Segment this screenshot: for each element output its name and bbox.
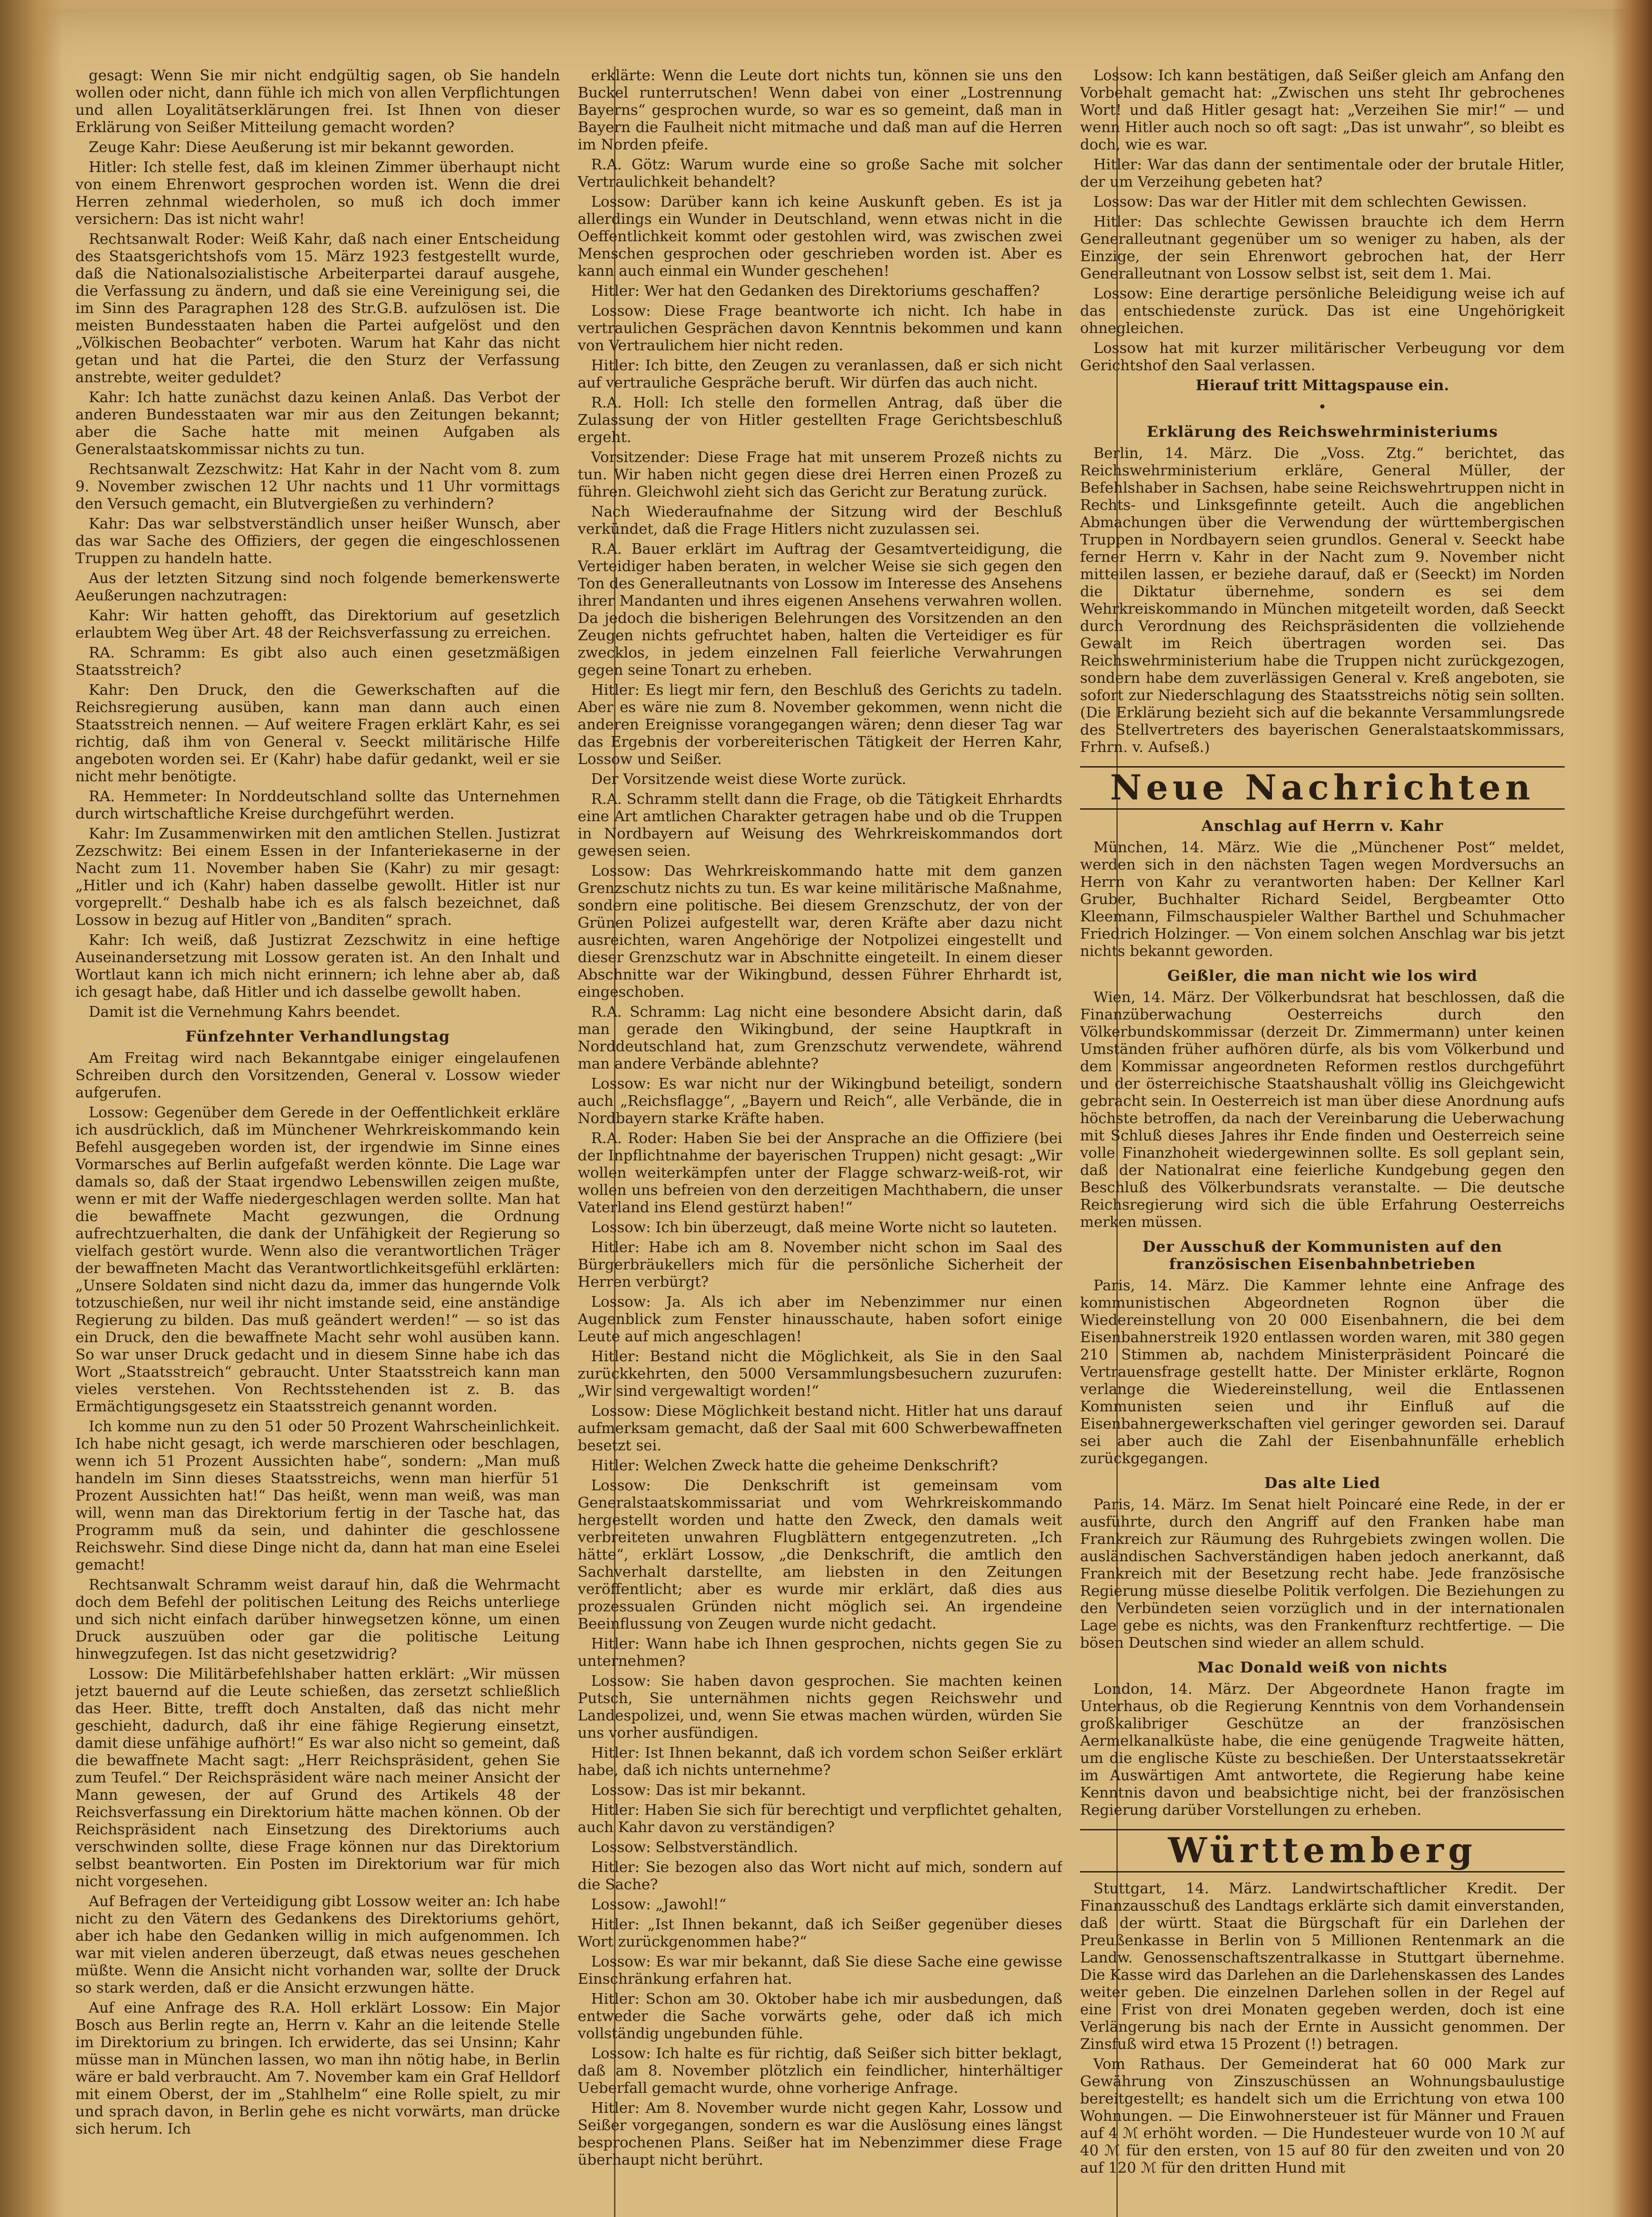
paragraph: Hitler: Am 8. November wurde nicht gegen Kahr, Lossow und Seißer vorgegangen, sondern es war die Auslösung eines längst besprochenen Plans. Seißer hat im Nebenzimmer diese Frage überhaupt nicht berührt.: [578, 2099, 1062, 2168]
paragraph: Lossow: „Jawohl!“: [591, 1896, 727, 1913]
paragraph: Lossow: Diese Möglichkeit bestand nicht. Hitler hat uns darauf aufmerksam gemacht, daß der Saal mit 600 Schwerbewaffneten besetzt sei.: [578, 1402, 1062, 1454]
paragraph: Am Freitag wird nach Bekanntgabe einiger eingelaufenen Schreiben durch den Vorsitzenden, General v. Lossow wieder aufgerufen.: [75, 1049, 560, 1101]
paragraph: Hitler: Das schlechte Gewissen brauchte ich dem Herrn Generalleutnant gegenüber um so weniger zu haben, als der Einzige, der sein Ehrenwort gebrochen hat, der Herr Generalleutnant von Lossow selbst ist, seit dem 1. Mai.: [1080, 213, 1565, 282]
paragraph: Kahr: Das war selbstverständlich unser heißer Wunsch, aber das war Sache des Offiziers, der gegen die eingeschlossenen Truppen zu handeln hatte.: [75, 515, 560, 567]
paragraph: Kahr: Wir hatten gehofft, das Direktorium auf gesetzlich erlaubtem Weg über Art. 48 der Reichsverfassung zu erreichen.: [75, 607, 560, 641]
banner-heading: Württemberg: [1080, 1829, 1565, 1872]
paragraph: Rechtsanwalt Roder: Weiß Kahr, daß nach einer Entscheidung des Staatsgerichtshofs vom 15. März 1923 festgestellt wurde, daß die Nationalsozialistische Arbeiterpartei darauf ausgehe, die Verfassung zu ändern, und daß sie eine Vereinigung sei, die im Sinn des Paragraphen 128 des Str.G.B. aufzulösen ist. Die meisten Bundesstaaten haben die Partei aufgelöst und den „Völkischen Beobachter“ verboten. Warum hat Kahr das nicht getan und hat die Partei, die den Sturz der Verfassung anstrebte, weiter geduldet?: [75, 230, 560, 386]
paragraph: Lossow: Darüber kann ich keine Auskunft geben. Es ist ja allerdings ein Wunder in Deutschland, wenn etwas nicht in die Oeffentlichkeit kommt oder gestohlen wird, was zwischen zwei Menschen gesprochen oder geschrieben worden ist. Aber es kann auch einmal ein Wunder geschehen!: [578, 193, 1062, 279]
paragraph: Lossow: Das ist mir bekannt.: [591, 1781, 806, 1798]
paragraph: Hierauf tritt Mittagspause ein.: [1195, 376, 1449, 394]
paragraph: Lossow: Selbstverständlich.: [591, 1838, 798, 1856]
paragraph: London, 14. März. Der Abgeordnete Hanon fragte im Unterhaus, ob die Regierung Kenntnis von dem Vorhandensein großkalibriger Geschütze an der französischen Aermelkanalküste habe, die eine genügende Tragweite hätten, um die englische Küste zu beschießen. Der Unterstaatssekretär im Auswärtigen Amt antwortete, die Regierung habe keine Kenntnis davon und beabsichtige nicht, bei der französischen Regierung darüber Vorstellungen zu erheben.: [1080, 1680, 1565, 1818]
paragraph: Hitler: Haben Sie sich für berechtigt und verpflichtet gehalten, auch Kahr davon zu verständigen?: [578, 1801, 1062, 1836]
paragraph: Lossow: Sie haben davon gesprochen. Sie machten keinen Putsch, Sie unternähmen nichts gegen Reichswehr und Landespolizei, und, wenn Sie etwas machen würden, würden Sie uns vorher ausfündigen.: [578, 1672, 1062, 1741]
paragraph: Damit ist die Vernehmung Kahrs beendet.: [89, 1003, 400, 1020]
paragraph: Lossow: Gegenüber dem Gerede in der Oeffentlichkeit erkläre ich ausdrücklich, daß im Münchener Wehrkreiskommando kein Befehl ausgegeben worden ist, der irgendwie im Sinne eines Vormarsches auf Berlin aufgefaßt werden könnte. Die Lage war damals so, daß der Staat irgendwo Lebenswillen zeigen mußte, wenn er mit der Waffe niedergeschlagen werden sollte. Man hat die bewaffnete Macht gezwungen, die Ordnung aufrechtzuerhalten, die dank der Unfähigkeit der Regierung so vielfach gestört wurde. Wenn also die verantwortlichen Träger der bewaffneten Macht das Verantwortlichkeitsgefühl erklärten: „Unsere Soldaten sind nicht dazu da, immer das hungernde Volk totzuschießen, nur weil ihr nicht imstande seid, eine anständige Regierung zu bilden. Das muß geändert werden!“ — so ist das ein Druck, den die bewaffnete Macht sehr wohl ausüben kann. So war unser Druck gedacht und in diesem Sinne habe ich das Wort „Staatsstreich“ gebraucht. Unter Staatsstreich kann man vieles verstehen. Von Rechtsstehenden ist z. B. das Ermächtigungsgesetz ein Staatsstreich genannt worden.: [75, 1104, 560, 1415]
paragraph: Rechtsanwalt Zezschwitz: Hat Kahr in der Nacht vom 8. zum 9. November zwischen 12 Uhr nachts und 11 Uhr vormittags den Versuch gemacht, ein Blutvergießen zu verhindern?: [75, 460, 560, 512]
paragraph: Zeuge Kahr: Diese Aeußerung ist mir bekannt geworden.: [89, 138, 515, 156]
paragraph: Vom Rathaus. Der Gemeinderat hat 60 000 Mark zur Gewährung von Zinszuschüssen an Wohnungsbaulustige bereitgestellt; es handelt sich um die Errichtung von etwa 100 Wohnungen. — Die Einwohnersteuer ist für Männer und Frauen auf 4 ℳ erhöht worden. — Die Hundesteuer wurde von 10 ℳ auf 40 ℳ für den ersten, von 15 auf 80 für den zweiten und von 20 auf 120 ℳ für den dritten Hund mit: [1080, 2055, 1565, 2176]
paragraph: Lossow: Es war mir bekannt, daß Sie diese Sache eine gewisse Einschränkung erfahren hat.: [578, 1953, 1062, 1987]
paragraph: R.A. Schramm stellt dann die Frage, ob die Tätigkeit Ehrhardts eine Art amtlichen Charakter getragen habe und ob die Truppen in Nordbayern auf Weisung des Wehrkreiskommandos dort gewesen seien.: [578, 790, 1062, 859]
paragraph: R.A. Roder: Haben Sie bei der Ansprache an die Offiziere (bei der Inpflichtnahme der bayerischen Truppen) nicht gesagt: „Wir wollen weiterkämpfen unter der Flagge schwarz-weiß-rot, wir wollen uns befreien von den derzeitigen Machthabern, die unser Vaterland ins Elend gestürzt haben!“: [578, 1129, 1062, 1216]
paragraph: Hitler: Sie bezogen also das Wort nicht auf mich, sondern auf die Sache?: [578, 1858, 1062, 1893]
paragraph: Nach Wiederaufnahme der Sitzung wird der Beschluß verkündet, daß die Frage Hitlers nicht zuzulassen sei.: [578, 503, 1062, 537]
paragraph: Aus der letzten Sitzung sind noch folgende bemerkenswerte Aeußerungen nachzutragen:: [75, 569, 560, 604]
paragraph: R.A. Holl: Ich stelle den formellen Antrag, daß über die Zulassung der von Hitler gestellten Frage Gerichtsbeschluß ergeht.: [578, 394, 1062, 446]
paragraph: Lossow: Die Denkschrift ist gemeinsam vom Generalstaatskommissariat und vom Wehrkreiskommando hergestellt worden und hatte den Zweck, den damals weit verbreiteten unwahren Flugblättern entgegenzutreten. „Ich hätte“, erklärt Lossow, „die Denkschrift, die amtlich den Sachverhalt darstellte, am liebsten in den Zeitungen veröffentlicht; aber es wurde mir erklärt, daß dies aus prozessualen Gründen nicht möglich sei. An irgendeine Beeinflussung von Zeugen wurde nicht gedacht.: [578, 1477, 1062, 1632]
paragraph: Berlin, 14. März. Die „Voss. Ztg.“ berichtet, das Reichswehrministerium erkläre, General Müller, der Befehlshaber in Sachsen, habe seine Reichswehrtruppen nicht in Rechts- und Linksgefinnte geteilt. Auch die angeblichen Abmachungen über die Verwendung der württembergischen Truppen in Nordbayern seien grundlos. General v. Seeckt habe ferner Herrn v. Kahr in der Nacht zum 9. November nicht mitteilen lassen, er beziehe darauf, daß er (Seeckt) im Norden die Diktatur übernehme, sondern es sei dem Wehrkreiskommando in München mitgeteilt worden, daß Seeckt durch Verordnung des Reichspräsidenten die vollziehende Gewalt im Reich übertragen worden sei. Das Reichswehrministerium habe die Truppen nicht zurückgezogen, sondern habe dem zuverlässigen General v. Kreß angeboten, sie sofort zur Niederschlagung des Staatsstreichs nötig sein sollten. (Die Erklärung bezieht sich auf die bekannte Versammlungsrede des Stellvertreters des bayerischen Generalstaatskommissars, Frhrn. v. Aufseß.): [1080, 444, 1565, 756]
paragraph: Lossow hat mit kurzer militärischer Verbeugung vor dem Gerichtshof den Saal verlassen.: [1080, 339, 1565, 374]
paragraph: Hitler: Bestand nicht die Möglichkeit, als Sie in den Saal zurückkehrten, den 5000 Versammlungsbesuchern zuzurufen: „Wir sind vergewaltigt worden!“: [578, 1347, 1062, 1399]
paragraph: Lossow: Das Wehrkreiskommando hatte mit dem ganzen Grenzschutz nichts zu tun. Es war keine militärische Maßnahme, sondern eine politische. Bei diesem Grenzschutz, der von der Grünen Polizei aufgestellt war, deren Kräfte aber dazu nicht ausreichten, waren Angehörige der Notpolizei eingestellt und dieser Grenzschutz war in Abschnitte eingeteilt. In einem dieser Abschnitte war der Wikingbund, dessen Führer Ehrhardt ist, eingeschoben.: [578, 862, 1062, 1000]
paragraph: Paris, 14. März. Die Kammer lehnte eine Anfrage des kommunistischen Abgeordneten Rognon über die Wiedereinstellung von 20 000 Eisenbahnern, die bei dem Eisenbahnerstreik 1920 entlassen worden waren, mit 380 gegen 210 Stimmen ab, nachdem Ministerpräsident Poincaré die Vertrauensfrage gestellt hatte. Der Minister erklärte, Rognon verlange die Wiedereinstellung, weil die Entlassenen Kommunisten seien und ihr Einfluß auf die Eisenbahnergewerkschaften viel geringer geworden sei. Darauf sei aber auch die Zahl der Eisenbahnunfälle erheblich zurückgegangen.: [1080, 1277, 1565, 1467]
paragraph: erklärte: Wenn die Leute dort nichts tun, können sie uns den Buckel runterrutschen! Wenn dabei von einer „Lostrennung Bayerns“ gesprochen wurde, so war es so gemeint, daß man in Bayern die Faulheit nicht mitmache und daß man auf die Herren im Norden pfeife.: [578, 67, 1062, 153]
paragraph: Der Vorsitzende weist diese Worte zurück.: [591, 770, 907, 787]
paragraph: Lossow: Ich bin überzeugt, daß meine Worte nicht so lauteten.: [591, 1218, 1057, 1236]
paragraph: Stuttgart, 14. März. Landwirtschaftlicher Kredit. Der Finanzausschuß des Landtags erklärte sich damit einverstanden, daß der württ. Staat die Bürgschaft für ein Darlehen der Preußenkasse in Berlin von 5 Millionen Rentenmark an die Landw. Genossenschaftszentralkasse in Stuttgart übernehme. Die Kasse wird das Darlehen an die Darlehenskassen des Landes weiter geben. Die einzelnen Darlehen sollen in der Regel auf eine Frist von drei Monaten gegeben werden, doch ist eine Verlängerung bis nach der Ernte in Aussicht genommen. Der Zinsfuß wird etwa 15 Prozent (!) betragen.: [1080, 1880, 1565, 2052]
paragraph: Vorsitzender: Diese Frage hat mit unserem Prozeß nichts zu tun. Wir haben nicht gegen diese drei Herren einen Prozeß zu führen. Gleichwohl zieht sich das Gericht zur Beratung zurück.: [578, 448, 1062, 500]
paragraph: Wien, 14. März. Der Völkerbundsrat hat beschlossen, daß die Finanzüberwachung Oesterreichs durch den Völkerbundskommissar (derzeit Dr. Zimmermann) unter keinen Umständen früher aufhören dürfe, als bis vom Völkerbund und dem Kommissar angeordneten Reformen restlos durchgeführt und der österreichische Staatshaushalt völlig ins Gleichgewicht gebracht sein. In Oesterreich ist man über diese Anordnung aufs höchste betroffen, da nach der Vereinbarung die Ueberwachung mit Schluß dieses Jahres ihr Ende finden und Oesterreich seine volle Finanzhoheit wiedergewinnen sollte. Es soll geplant sein, daß der Nationalrat eine feierliche Kundgebung gegen den Beschluß des Völkerbundsrats veranstalte. — Die deutsche Reichsregierung wird sich die üble Erfahrung Oesterreichs merken müssen.: [1080, 988, 1565, 1230]
paragraph: Rechtsanwalt Schramm weist darauf hin, daß die Wehrmacht doch dem Befehl der politischen Leitung des Reichs unterliege und sich nicht einfach darüber hinwegsetzen könne, um einen Druck auszuüben oder gar die politische Leitung hinwegzufegen. Ist das nicht gesetzwidrig?: [75, 1576, 560, 1662]
paragraph: Kahr: Den Druck, den die Gewerkschaften auf die Reichsregierung ausüben, kann man dann auch einen Staatsstreich nennen. — Auf weitere Fragen erklärt Kahr, es sei richtig, daß ihm von General v. Seeckt militärische Hilfe angeboten worden sei. Er (Kahr) habe dafür gedankt, weil er sie nicht mehr benötigte.: [75, 681, 560, 785]
paragraph: Hitler: Ist Ihnen bekannt, daß ich vordem schon Seißer erklärt habe, daß ich nichts unternehme?: [578, 1744, 1062, 1778]
paragraph: Lossow: Die Militärbefehlshaber hatten erklärt: „Wir müssen jetzt bauernd auf die Leute schießen, das zersetzt schließlich das Heer. Bitte, trefft doch Anstalten, daß das nicht mehr geschieht, dadurch, daß ihr eine fähige Regierung einsetzt, damit diese unfähige aufhört!“ Es war also nicht so gemeint, daß die bewaffnete Macht sagt: „Herr Reichspräsident, gehen Sie zum Teufel.“ Der Reichspräsident wäre nach meiner Ansicht der Mann gewesen, der auf Grund des Artikels 48 der Reichsverfassung ein Direktorium hätte machen können. Ob der Reichspräsident nach Einsetzung des Direktoriums auch verschwinden sollte, diese Frage können nur das Direktorium selbst beantworten. Ein Posten im Direktorium war für mich nicht vorgesehen.: [75, 1665, 560, 1890]
paragraph: Paris, 14. März. Im Senat hielt Poincaré eine Rede, in der er ausführte, durch den Angriff auf den Franken habe man Frankreich zur Räumung des Ruhrgebiets zwingen wollen. Die ausländischen Sachverständigen haben jedoch anerkannt, daß Frankreich mit der Besetzung recht habe. Jede französische Regierung müsse dieselbe Politik verfolgen. Die Beziehungen zu den Verbündeten seien vorzüglich und in der internationalen Lage gebe es nichts, was den Frankenfturz rechtfertige. — Die bösen Deutschen sind wieder an allem schuld.: [1080, 1496, 1565, 1651]
paragraph: Hitler: Ich stelle fest, daß im kleinen Zimmer überhaupt nicht von einem Ehrenwort gesprochen worden ist. Wenn die drei Herren zehnmal wiederholen, so muß ich doch immer versichern: Das ist nicht wahr!: [75, 158, 560, 227]
paragraph: Auf Befragen der Verteidigung gibt Lossow weiter an: Ich habe nicht zu den Vätern des Gedankens des Direktoriums gehört, aber ich habe den Gedanken willig in mich aufgenommen. Ich war mit vielen anderen überzeugt, daß etwas neues geschehen müßte. Wenn die Ansicht nicht vorhanden war, sollte der Druck so stark werden, daß er die Ansicht erzwungen hätte.: [75, 1892, 560, 1996]
banner-heading: Neue Nachrichten: [1080, 766, 1565, 810]
paragraph: Hitler: „Ist Ihnen bekannt, daß ich Seißer gegenüber dieses Wort zurückgenommen habe?“: [578, 1915, 1062, 1950]
paragraph: Hitler: Welchen Zweck hatte die geheime Denkschrift?: [591, 1457, 998, 1474]
paragraph: Hitler: Wer hat den Gedanken des Direktoriums geschaffen?: [591, 282, 1040, 299]
paragraph: Hitler: Wann habe ich Ihnen gesprochen, nichts gegen Sie zu unternehmen?: [578, 1635, 1062, 1669]
section-heading: Der Ausschuß der Kommunisten auf den französischen Eisenbahnbetrieben: [1142, 1238, 1503, 1273]
section-heading: Fünfzehnter Verhandlungstag: [185, 1028, 450, 1046]
paragraph: Kahr: Im Zusammenwirken mit den amtlichen Stellen. Justizrat Zezschwitz: Bei einem Essen in der Infanteriekaserne in der Nacht zum 11. November haben Sie (Kahr) zu mir gesagt: „Hitler und ich (Kahr) haben dasselbe gewollt. Hitler ist nur vorgeprellt.“ Deshalb habe ich es als falsch bezeichnet, daß Lossow in bezug auf Hitler von „Banditen“ sprach.: [75, 825, 560, 928]
paragraph: Lossow: Das war der Hitler mit dem schlechten Gewissen.: [1093, 193, 1527, 210]
paragraph: Ich komme nun zu den 51 oder 50 Prozent Wahrscheinlichkeit. Ich habe nicht gesagt, ich werde marschieren oder beschlagen, wenn ich 51 Prozent Aussichten habe“, sondern: „Man muß handeln im Sinn dieses Staatsstreichs, wenn man hierfür 51 Prozent Aussichten hat!“ Das heißt, wenn man weiß, was man will, wenn man das Direktorium fertig in der Tasche hat, das Programm muß da sein, und dahinter die geschlossene Reichswehr. Sind diese Dinge nicht da, dann hat man eine Eselei gemacht!: [75, 1418, 560, 1573]
paragraph: Lossow: Es war nicht nur der Wikingbund beteiligt, sondern auch „Reichsflagge“, „Bayern und Reich“, alle Verbände, die in Nordbayern starke Kräfte haben.: [578, 1075, 1062, 1127]
paragraph: Lossow: Ja. Als ich aber im Nebenzimmer nur einen Augenblick zum Fenster hinausschaute, haben sofort einige Leute auf mich angeschlagen!: [578, 1293, 1062, 1345]
paragraph: R.A. Bauer erklärt im Auftrag der Gesamtverteidigung, die Verteidiger haben beraten, in welcher Weise sie sich gegen den Ton des Generalleutnants von Lossow im Interesse des Ansehens ihrer Mandanten und ihres eigenen Ansehens verwahren wollen. Da jedoch die bisherigen Belehrungen des Vorsitzenden an den Zeugen nichts gefruchtet haben, halten die Verteidiger es für zwecklos, in jedem einzelnen Fall feierliche Verwahrungen gegen seine Tonart zu erheben.: [578, 540, 1062, 678]
page-edge-left: [0, 0, 62, 2217]
column-1: [75, 67, 560, 2217]
section-heading: Erklärung des Reichswehrministeriums: [1147, 423, 1498, 441]
paragraph: gesagt: Wenn Sie mir nicht endgültig sagen, ob Sie handeln wollen oder nicht, dann fühle ich mich von allen Verpflichtungen und allen Loyalitätserklärungen frei. Ist Ihnen von dieser Erklärung von Seißer Mitteilung gemacht worden?: [75, 67, 560, 136]
paragraph: Lossow: Ich kann bestätigen, daß Seißer gleich am Anfang den Vorbehalt gemacht hat: „Zwischen uns steht Ihr gebrochenes Wort! und daß Hitler gesagt hat: „Verzeihen Sie mir!“ — und wenn Hitler auch noch so oft sagt: „Das ist unwahr“, so bleibt es doch, wie es war.: [1080, 67, 1565, 153]
section-heading: Das alte Lied: [1264, 1474, 1381, 1492]
column-2: [578, 67, 1062, 2217]
paragraph: Hitler: Habe ich am 8. November nicht schon im Saal des Bürgerbräukellers mich für die persönliche Sicherheit der Herren verbürgt?: [578, 1238, 1062, 1290]
paragraph: RA. Hemmeter: In Norddeutschland sollte das Unternehmen durch wirtschaftliche Kreise durchgeführt werden.: [75, 787, 560, 822]
paragraph: Hitler: War das dann der sentimentale oder der brutale Hitler, der um Verzeihung gebeten hat?: [1080, 156, 1565, 190]
paragraph: R.A. Schramm: Lag nicht eine besondere Absicht darin, daß man gerade den Wikingbund, der seine Hauptkraft in Norddeutschland hat, zum Grenzschutz verwendete, während man andere Verbände ablehnte?: [578, 1003, 1062, 1072]
paragraph: Lossow: Ich halte es für richtig, daß Seißer sich bitter beklagt, daß am 8. November plötzlich ein feindlicher, hinterhältiger Ueberfall gemacht wurde, ohne vorherige Anfrage.: [578, 2045, 1062, 2096]
page-edge-right: [1612, 0, 1652, 2217]
paragraph: Hitler: Ich bitte, den Zeugen zu veranlassen, daß er sich nicht auf vertrauliche Gespräche beruft. Wir dürfen das auch nicht.: [578, 356, 1062, 391]
paragraph: RA. Schramm: Es gibt also auch einen gesetzmäßigen Staatsstreich?: [75, 644, 560, 678]
column-3: [1080, 67, 1565, 2217]
section-heading: Geißler, die man nicht wie los wird: [1167, 967, 1478, 985]
paragraph: Kahr: Ich hatte zunächst dazu keinen Anlaß. Das Verbot der anderen Bundesstaaten war mir aus den Zeitungen bekannt; aber die Sache hatte mit meinen Aufgaben als Generalstaatskommissar nichts zu tun.: [75, 388, 560, 458]
newspaper-columns: [75, 67, 1601, 2217]
paragraph: München, 14. März. Wie die „Münchener Post“ meldet, werden sich in den nächsten Tagen wegen Mordversuchs an Herrn von Kahr zu verantworten haben: Der Kellner Karl Gruber, Buchhalter Richard Seidel, Bergbeamter Otto Kleemann, Filmschauspieler Walther Barthel und Schuhmacher Friedrich Holzinger. — Von einem solchen Anschlag war bis jetzt nichts bekannt geworden.: [1080, 838, 1565, 960]
section-heading: Anschlag auf Herrn v. Kahr: [1201, 817, 1444, 835]
paragraph: Hitler: Es liegt mir fern, den Beschluß des Gerichts zu tadeln. Aber es wäre nie zum 8. November gekommen, wenn nicht die anderen Ereignisse vorangegangen wären; denn dieser Tag war das Ergebnis der vorbereiterischen Tätigkeit der Herren Kahr, Lossow und Seißer.: [578, 681, 1062, 768]
paragraph: Hitler: Schon am 30. Oktober habe ich mir ausbedungen, daß entweder die Sache vorwärts gehe, oder daß ich mich vollständig ungebunden fühle.: [578, 1990, 1062, 2042]
section-heading: Mac Donald weiß von nichts: [1197, 1659, 1448, 1676]
paragraph: Kahr: Ich weiß, daß Justizrat Zezschwitz in eine heftige Auseinandersetzung mit Lossow geraten ist. An den Inhalt und Wortlaut kann ich mich nicht erinnern; ich lehne aber ab, daß ich gesagt habe, daß Hitler und ich dasselbe gewollt haben.: [75, 931, 560, 1000]
paragraph: Lossow: Eine derartige persönliche Beleidigung weise ich auf das entschiedenste zurück. Das ist eine Ungehörigkeit ohnegleichen.: [1080, 285, 1565, 337]
separator-dot: •: [1318, 398, 1327, 415]
paragraph: R.A. Götz: Warum wurde eine so große Sache mit solcher Vertraulichkeit behandelt?: [578, 156, 1062, 190]
paragraph: Auf eine Anfrage des R.A. Holl erklärt Lossow: Ein Major Bosch aus Berlin regte an, Herrn v. Kahr an die leitende Stelle im Direktorium zu bringen. Ich erwiderte, das sei Unsinn; Kahr müsse man in München lassen, wo man ihn nötig habe, in Berlin wäre er bald verbraucht. Am 7. November kam ein Graf Helldorf mit einem Oberst, der im „Stahlhelm“ eine Rolle spielt, zu mir und sprach davon, in Berlin gehe es nicht vorwärts, man drücke sich herum. Ich: [75, 1999, 560, 2137]
paragraph: Lossow: Diese Frage beantworte ich nicht. Ich habe in vertraulichen Gesprächen davon Kenntnis bekommen und kann von Vertraulichem hier nicht reden.: [578, 302, 1062, 354]
